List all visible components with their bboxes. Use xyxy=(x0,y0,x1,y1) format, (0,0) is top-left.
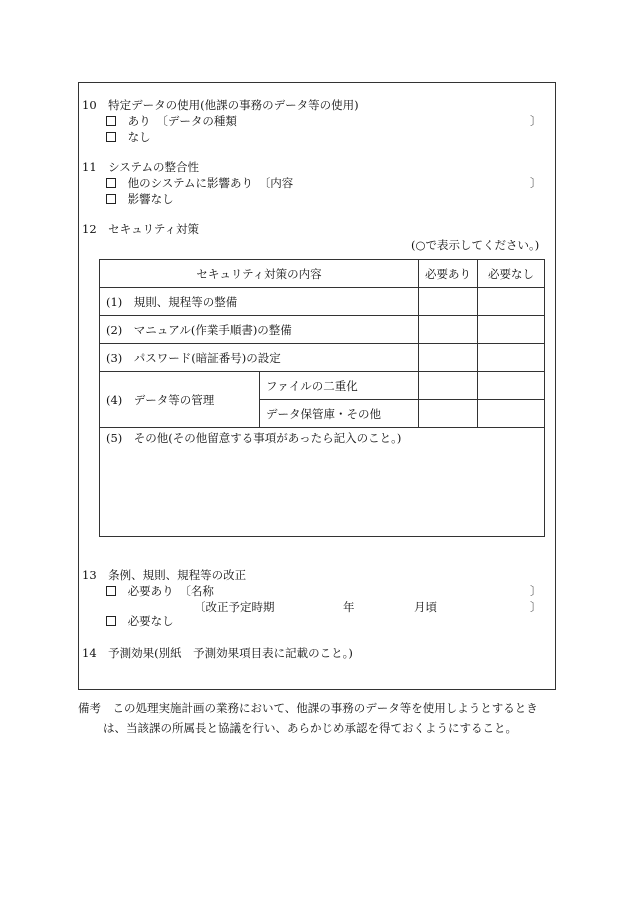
section-11-option-affected-label: 他のシステムに影響あり 〔内容 xyxy=(127,176,294,190)
table-row xyxy=(100,316,545,344)
row-other-label: (5) その他(その他留意する事項があったら記入のこと。) xyxy=(106,431,402,445)
section-11-option-affected[interactable] xyxy=(106,176,293,190)
section-13-option-required[interactable] xyxy=(106,584,214,598)
section-11-option-none-label: 影響なし xyxy=(127,192,174,206)
row-file-duplication-required-cell[interactable] xyxy=(419,372,478,400)
section-13-option-required-label: 必要あり 〔名称 xyxy=(127,584,214,598)
section-10-option-yes[interactable] xyxy=(106,114,237,128)
row-rules-required-cell[interactable] xyxy=(419,288,478,316)
checkbox[interactable] xyxy=(106,132,116,142)
table-row xyxy=(100,428,545,537)
section-12-heading: 12 セキュリティ対策 xyxy=(82,222,199,236)
section-11-option-none[interactable] xyxy=(106,192,174,206)
section-13-year-label: 年 xyxy=(343,600,355,614)
checkbox[interactable] xyxy=(106,616,116,626)
section-14-heading: 14 予測効果(別紙 予測効果項目表に記載のこと。) xyxy=(82,646,353,660)
section-10-bracket-close: 〕 xyxy=(530,114,542,128)
row-file-duplication-label: ファイルの二重化 xyxy=(260,372,419,400)
row-password-label: (3) パスワード(暗証番号)の設定 xyxy=(100,344,419,372)
checkbox[interactable] xyxy=(106,194,116,204)
section-11-heading: 11 システムの整合性 xyxy=(82,160,199,174)
remarks-line-1: 備考 この処理実施計画の業務において、他課の事務のデータ等を使用しようとするとき xyxy=(78,701,538,715)
row-data-storage-required-cell[interactable] xyxy=(419,400,478,428)
section-13-revision-period-label: 〔改正予定時期 xyxy=(194,600,275,614)
table-header-row xyxy=(100,260,545,288)
table-row xyxy=(100,372,545,400)
remarks-line-2: は、当該課の所属長と協議を行い、あらかじめ承認を得ておくようにすること。 xyxy=(103,721,517,735)
section-13-option-not-required-label: 必要なし xyxy=(127,614,174,628)
section-10-option-yes-label: あり 〔データの種類 xyxy=(127,114,237,128)
section-13-revision-bracket-close: 〕 xyxy=(530,600,542,614)
section-10-option-no[interactable] xyxy=(106,130,151,144)
table-row xyxy=(100,344,545,372)
row-rules-not-required-cell[interactable] xyxy=(478,288,545,316)
row-data-storage-label: データ保管庫・その他 xyxy=(260,400,419,428)
row-manual-not-required-cell[interactable] xyxy=(478,316,545,344)
row-data-management-label: (4) データ等の管理 xyxy=(100,372,260,428)
row-manual-required-cell[interactable] xyxy=(419,316,478,344)
row-manual-label: (2) マニュアル(作業手順書)の整備 xyxy=(100,316,419,344)
section-13-option-not-required[interactable] xyxy=(106,614,174,628)
security-table xyxy=(99,259,545,537)
row-data-storage-not-required-cell[interactable] xyxy=(478,400,545,428)
section-10-option-no-label: なし xyxy=(127,130,151,144)
checkbox[interactable] xyxy=(106,116,116,126)
row-other-cell[interactable] xyxy=(100,428,545,537)
header-content: セキュリティ対策の内容 xyxy=(100,260,419,288)
row-password-not-required-cell[interactable] xyxy=(478,344,545,372)
table-row xyxy=(100,288,545,316)
section-12-note: (○で表示してください。) xyxy=(411,238,540,252)
section-13-bracket-close: 〕 xyxy=(530,584,542,598)
header-not-required: 必要なし xyxy=(478,260,545,288)
section-13-month-label: 月頃 xyxy=(414,600,437,614)
row-password-required-cell[interactable] xyxy=(419,344,478,372)
section-10-heading: 10 特定データの使用(他課の事務のデータ等の使用) xyxy=(82,98,359,112)
section-11-bracket-close: 〕 xyxy=(530,176,542,190)
section-13-heading: 13 条例、規則、規程等の改正 xyxy=(82,568,247,582)
checkbox[interactable] xyxy=(106,586,116,596)
header-required: 必要あり xyxy=(419,260,478,288)
row-file-duplication-not-required-cell[interactable] xyxy=(478,372,545,400)
checkbox[interactable] xyxy=(106,178,116,188)
row-rules-label: (1) 規則、規程等の整備 xyxy=(100,288,419,316)
